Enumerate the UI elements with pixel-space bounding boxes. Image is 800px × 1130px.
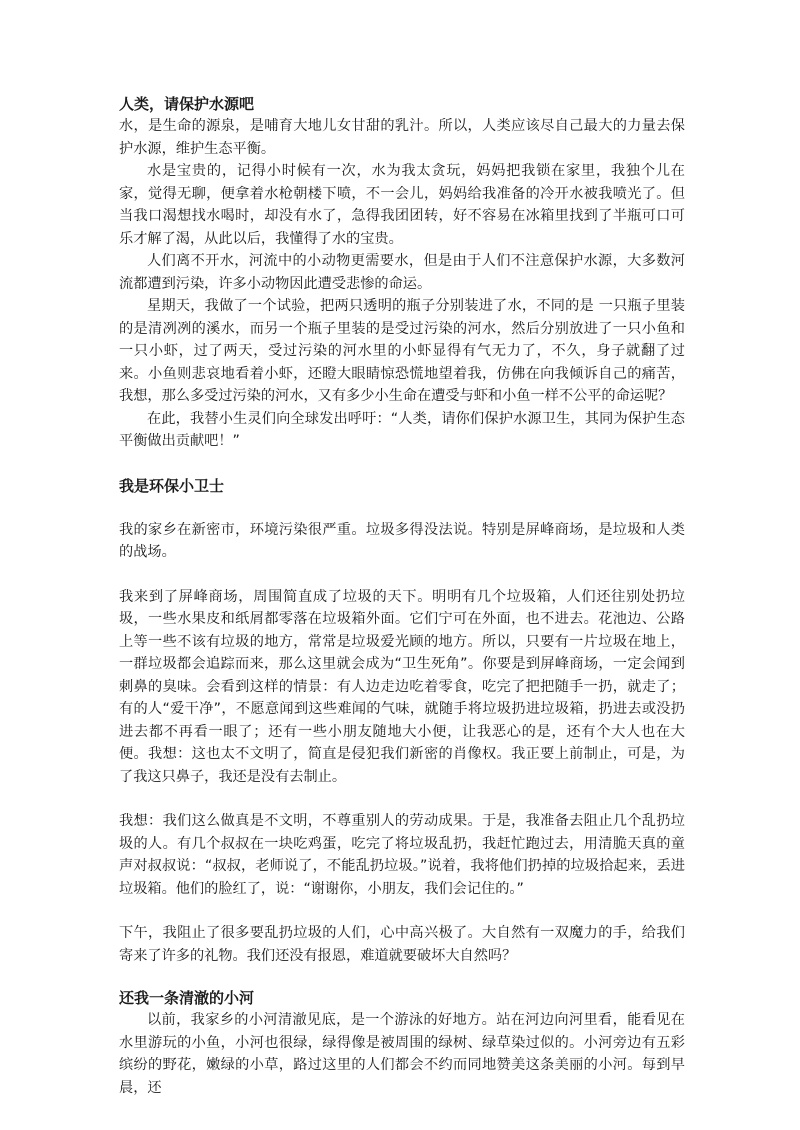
paragraph: 我想：我们这么做真是不文明，不尊重别人的劳动成果。于是，我准备去阻止几个乱扔垃圾的人。有几个叔叔在一块吃鸡蛋，吃完了将垃圾乱扔，我赶忙跑过去，用清脆天真的童声对叔叔说：“叔叔，老师说了，不能乱扔垃圾。”说着，我将他们扔掉的垃圾拾起来，丢进垃圾箱。他们的脸红了，说：“谢谢你，小朋友，我们会记住的。”	[119, 813, 685, 897]
paragraph: 我来到了屏峰商场，周围简直成了垃圾的天下。明明有几个垃圾箱，人们还往别处扔垃圾，一些水果皮和纸屑都零落在垃圾箱外面。它们宁可在外面，也不进去。花池边、公路上等一些不该有垃圾的地方，常常是垃圾爱光顾的地方。所以，只要有一片垃圾在地上，一群垃圾都会追踪而来，那么这里就会成为“卫生死角”。你要是到屏峰商场，一定会闻到刺鼻的臭味。会看到这样的情景：有人边走边吃着零食，吃完了把把随手一扔，就走了；有的人“爱干净”，不愿意闻到这些难闻的气味，就随手将垃圾扔进垃圾箱，扔进去或没扔进去都不再看一眼了；还有一些小朋友随地大小便，让我恶心的是，还有个大人也在大便。我想：这也太不文明了，简直是侵犯我们新密的肖像权。我正要上前制止，可是，为了我这只鼻子，我还是没有去制止。	[119, 588, 685, 785]
paragraph: 人们离不开水，河流中的小动物更需要水，但是由于人们不注意保护水源，大多数河流都遭到污染，许多小动物因此遭受悲惨的命运。	[119, 253, 685, 292]
paragraph: 水是宝贵的，记得小时候有一次，水为我太贪玩，妈妈把我锁在家里，我独个儿在家，觉得无聊，便拿着水枪朝楼下喷，不一会儿，妈妈给我准备的冷开水被我喷光了。但当我口渴想找水喝时，却没有水了，急得我团团转，好不容易在冰箱里找到了半瓶可口可乐才解了渴，从此以后，我懂得了水的宝贵。	[119, 163, 685, 247]
paragraph: 以前，我家乡的小河清澈见底，是一个游泳的好地方。站在河边向河里看，能看见在水里游玩的小鱼，小河也很绿，绿得像是被周围的绿树、绿草染过似的。小河旁边有五彩缤纷的野花，嫩绿的小草，路过这里的人们都会不约而同地赞美这条美丽的小河。每到早晨，还	[119, 1012, 685, 1096]
paragraph: 在此，我替小生灵们向全球发出呼吁：“人类，请你们保护水源卫生，其同为保护生态平衡做出贡献吧！”	[119, 410, 685, 449]
paragraph: 我的家乡在新密市，环境污染很严重。垃圾多得没法说。特别是屏峰商场，是垃圾和人类的战场。	[119, 521, 685, 560]
section-title-clear-river: 还我一条清澈的小河	[119, 989, 255, 1007]
paragraph: 星期天，我做了一个试验，把两只透明的瓶子分别装进了水，不同的是 一只瓶子里装的是清冽冽的溪水，而另一个瓶子里装的是受过污染的河水，然后分别放进了一只小鱼和一只小虾，过了两天，受过污染的河水里的小虾显得有气无力了，不久，身子就翻了过来。小鱼则悲哀地看着小虾，还瞪大眼睛惊恐慌地望着我，仿佛在向我倾诉自己的痛苦，我想，那么多受过污染的河水，又有多少小生命在遭受与虾和小鱼一样不公平的命运呢？	[119, 298, 685, 404]
document-page	[119, 93, 685, 1099]
section-title-protect-water: 人类，请保护水源吧	[119, 95, 255, 113]
paragraph: 下午，我阻止了很多要乱扔垃圾的人们，心中高兴极了。大自然有一双魔力的手，给我们寄来了许多的礼物。我们还没有报恩，难道就要破坏大自然吗？	[119, 925, 685, 964]
section-title-eco-guard: 我是环保小卫士	[119, 476, 225, 495]
paragraph: 水，是生命的源泉，是哺育大地儿女甘甜的乳汁。所以，人类应该尽自己最大的力量去保护水源，维护生态平衡。	[119, 118, 685, 157]
